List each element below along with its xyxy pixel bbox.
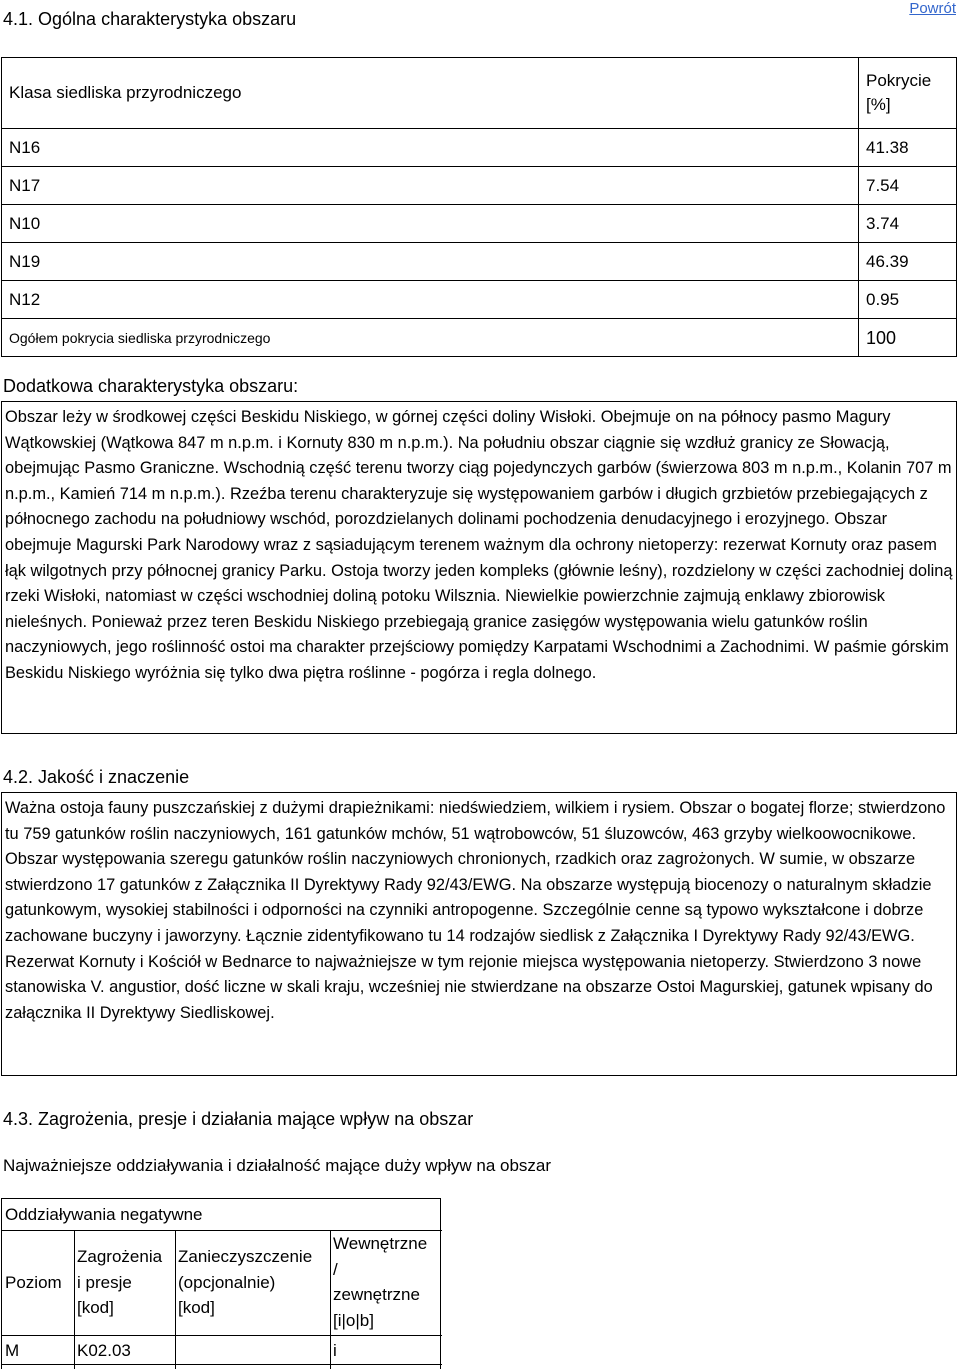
threat-level: M [5,1341,20,1360]
table-row [2,242,956,280]
habitat-code: N17 [2,167,859,204]
habitat-cover: 41.38 [866,137,909,157]
habitat-cover: 7.54 [866,175,900,195]
threats-table-title: Oddziaływania negatywne [2,1199,442,1231]
section-title-threats: 4.3. Zagrożenia, presje i działania mające wpływ na obszar [3,1109,474,1129]
col-header-class: Klasa siedliska przyrodniczego [2,58,859,128]
table-row-total [2,318,956,356]
habitat-code: N12 [2,281,859,318]
quality-paragraph-2: Rezerwat Kornuty i Kościół w Bednarce to najważniejsze w tym rejonie miejsca występowania nietoperzy. Stwierdzono 3 nowe stanowiska V. angustior, dość liczne w skali kraju, wcześniej nie stwierdzane na obszarze Ostoi Magurskiej, gatunek wpisany do załącznika II Dyrektywy Siedliskowej. [5,952,933,1022]
col-header-pollution: Zanieczyszczenie (opcjonalnie) [kod] [178,1247,313,1317]
habitat-table-header [2,58,956,128]
table-row [2,166,956,204]
section-title-general: 4.1. Ogólna charakterystyka obszaru [3,9,297,29]
total-value: 100 [866,327,897,348]
col-header-level: Poziom [5,1273,62,1292]
col-header-origin: Wewnętrzne / zewnętrzne [i|o|b] [333,1234,428,1330]
habitat-cover: 0.95 [866,289,900,309]
threat-code: K02.03 [77,1341,131,1360]
additional-description: Obszar leży w środkowej części Beskidu Niskiego, w górnej części doliny Wisłoki. Obejmuje on na północy pasmo Magury Wątkowskiej (Wątkowa 847 m n.p.m. i Kornuty 830 m n.p.m.). Na południu obszar ciągnie się wzdłuż granicy ze Słowacją, obejmując Pasmo Graniczne. Wschodnią część terenu tworzy ciąg pojedynczych garbów (świerzowa 803 m n.p.m., Kolanin 707 m n.p.m., Kamień 714 m n.p.m.). Rzeźba terenu charakteryzuje się występowaniem garbów i długich grzbietów przebiegających z północnego zachodu na południowy wschód, porozdzielanych dolinami pochodzenia denudacyjnego i erozyjnego. Obszar obejmuje Magurski Park Narodowy wraz z sąsiadującym terenem ważnym dla ochrony nietoperzy: rezerwat Kornuty oraz pasem łąk wilgotnych przy północnej granicy Parku. Ostoja tworzy jeden kompleks (głównie leśny), rozdzielony w części zachodniej doliną rzeki Wisłoki, natomiast w części wschodniej doliną potoku Wilsznia. Niewielkie powierzchnie zajmują enklawy zbiorowisk nieleśnych. Ponieważ przez teren Beskidu Niskiego przebiegają granice zasięgów występowania wielu gatunków roślin naczyniowych, jego roślinność ostoi ma charakter przejściowy pomiędzy Karpatami Wschodnimi a Zachodnimi. W paśmie górskim Beskidu Niskiego wyróżnia się tylko dwa piętra roślinne - pogórza i regla dolnego. [1,401,957,734]
section-title-quality: 4.2. Jakość i znaczenie [3,767,190,787]
table-row [2,128,956,166]
threats-subtitle: Najważniejsze oddziaływania i działalność mające duży wpływ na obszar [3,1156,552,1175]
table-row [2,280,956,318]
quality-paragraph-1: Ważna ostoja fauny puszczańskiej z dużymi drapieżnikami: niedświedziem, wilkiem i rysiem. Obszar o bogatej florze; stwierdzono tu 759 gatunków roślin naczyniowych, 161 gatunków mchów, 51 wątrobowców, 51 śluzowców, 463 grzyby wielkoowocnikowe. Obszar występowania szeregu gatunków roślin naczyniowych chronionych, rzadkich oraz zagrożonych. W sumie, w obszarze stwierdzono 17 gatunków z Załącznika II Dyrektywy Rady 92/43/EWG. Na obszarze występują biocenozy o naturalnym składzie gatunkowym, wysokiej stabilności i odporności na czynniki antropogenne. Szczególnie cenne są typowo wykształcone i dobrze zachowane buczyny i jaworzyny. Łącznie zidentyfikowano tu 14 rodzajów siedlisk z Załącznika I Dyrektywy Rady 92/43/EWG. [5,799,946,945]
habitat-cover: 3.74 [866,213,900,233]
habitat-cover: 46.39 [866,251,909,271]
habitat-code: N16 [2,129,859,166]
habitat-code: N10 [2,205,859,242]
col-header-cover: Pokrycie [%] [866,71,932,114]
col-header-threat: Zagrożenia i presje [kod] [77,1247,163,1317]
habitat-code: N19 [2,243,859,280]
quality-description [1,792,957,1076]
threats-table [1,1198,441,1369]
habitat-table [1,57,957,357]
threat-origin: i [333,1341,337,1360]
back-link[interactable]: Powrót [909,0,956,17]
table-row [2,204,956,242]
additional-heading: Dodatkowa charakterystyka obszaru: [3,376,299,396]
total-label: Ogółem pokrycia siedliska przyrodniczego [2,319,859,356]
